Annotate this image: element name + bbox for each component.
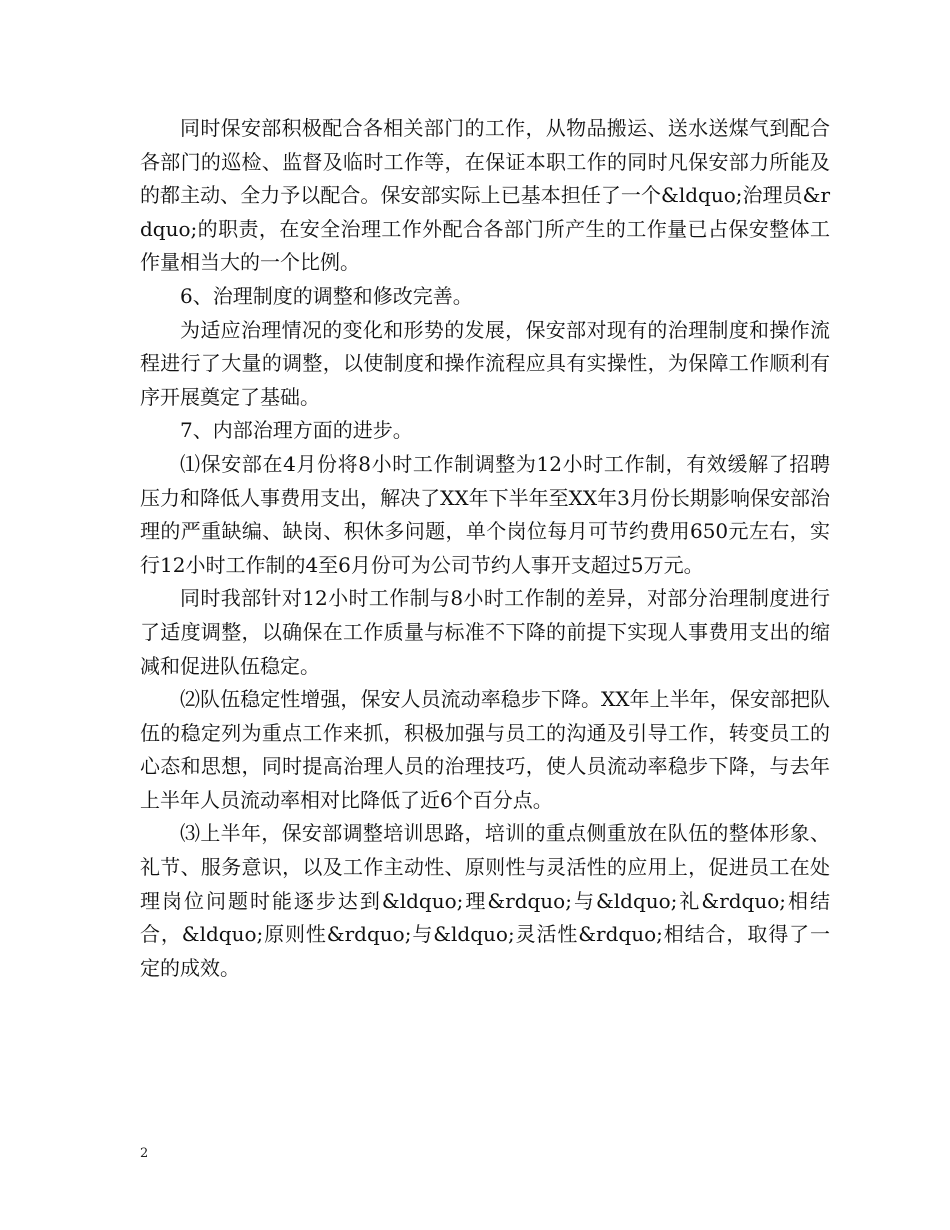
paragraph-cooperation: 同时保安部积极配合各相关部门的工作，从物品搬运、送水送煤气到配合各部门的巡检、监督及临时工作等，在保证本职工作的同时凡保安部力所能及的都主动、全力予以配合。保安部实际上已基本担任了一个&ldquo;治理员&rdquo;的职责，在安全治理工作外配合各部门所产生的工作量已占保安整体工作量相当大的一个比例。 [140, 116, 830, 275]
paragraph-item-1: ⑴保安部在4月份将8小时工作制调整为12小时工作制，有效缓解了招聘压力和降低人事费用支出，解决了XX年下半年至XX年3月份长期影响保安部治理的严重缺编、缺岗、积休多问题，单个岗位每月可节约费用650元左右，实行12小时工作制的4至6月份可为公司节约人事开支超过5万元。 [140, 451, 830, 577]
section-heading-7: 7、内部治理方面的进步。 [180, 418, 413, 443]
paragraph-shift-adjustment: 同时我部针对12小时工作制与8小时工作制的差异，对部分治理制度进行了适度调整，以确保在工作质量与标准不下降的前提下实现人事费用支出的缩减和促进队伍稳定。 [140, 586, 830, 678]
paragraph-item-3: ⑶上半年，保安部调整培训思路，培训的重点侧重放在队伍的整体形象、礼节、服务意识，以及工作主动性、原则性与灵活性的应用上，促进员工在处理岗位问题时能逐步达到&ldquo;理&rdquo;与&ldquo;礼&rdquo;相结合，&ldquo;原则性&rdquo;与&ldquo;灵活性&rdquo;相结合，取得了一定的成效。 [140, 821, 830, 980]
document-body [140, 112, 830, 985]
section-heading-6: 6、治理制度的调整和修改完善。 [180, 283, 473, 308]
paragraph-system-adjustment: 为适应治理情况的变化和形势的发展，保安部对现有的治理制度和操作流程进行了大量的调整，以使制度和操作流程应具有实操性，为保障工作顺利有序开展奠定了基础。 [140, 317, 830, 409]
page-number: 2 [140, 1146, 149, 1161]
paragraph-item-2: ⑵队伍稳定性增强，保安人员流动率稳步下降。XX年上半年，保安部把队伍的稳定列为重点工作来抓，积极加强与员工的沟通及引导工作，转变员工的心态和思想，同时提高治理人员的治理技巧，使人员流动率稳步下降，与去年上半年人员流动率相对比降低了近6个百分点。 [140, 687, 830, 812]
